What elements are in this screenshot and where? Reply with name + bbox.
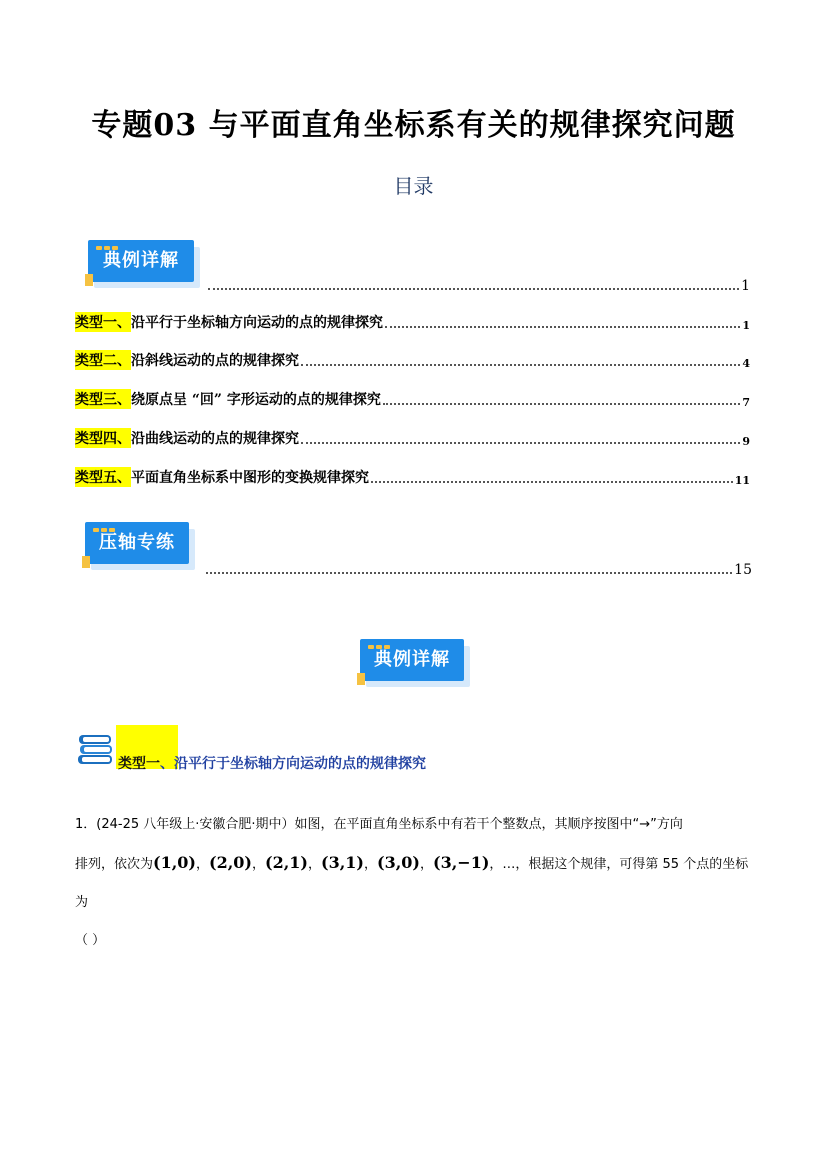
page-title: 专题03 与平面直角坐标系有关的规律探究问题 [91,108,736,143]
section-title [118,753,426,773]
toc-item-text: 沿曲线运动的点的规律探究 [131,431,299,447]
toc-item-label: 类型一、 [75,312,131,332]
banner-dots-icon [93,517,119,523]
toc-line-examples[interactable] [206,276,750,294]
toc-page: 9 [742,435,750,448]
banner-corner-icon [357,673,365,685]
problem-line2-post: ，…，根据这个规律，可得第 55 个点的坐标为 [75,857,749,910]
examples-banner-toc[interactable] [88,240,194,282]
problem-1 [75,806,755,960]
toc-heading: 目录 [393,174,434,198]
banner-corner-icon [82,556,90,568]
toc-page: 4 [742,357,750,370]
toc-item-text: 绕原点呈 “回” 字形运动的点的规律探究 [131,392,381,408]
toc-item-label: 类型四、 [75,428,131,448]
problem-lead: 1．(24-25 八年级上·安徽合肥·期中）如图，在平面直角坐标系中有若干个整数点，其顺序按图中“→”方向 [75,817,683,832]
section-sep: 、 [160,756,174,772]
toc-page: 1 [741,278,750,294]
examples-banner-label: 典例详解 [360,639,464,681]
section-text: 沿平行于坐标轴方向运动的点的规律探究 [174,756,426,772]
coordinate: (3,−1) [433,853,490,872]
practice-banner-toc[interactable] [85,522,189,564]
toc-leader [301,441,740,444]
banner-dots-icon [96,235,122,241]
toc-item-text: 沿平行于坐标轴方向运动的点的规律探究 [131,315,383,331]
toc-leader [371,480,733,483]
examples-banner-label: 典例详解 [88,240,194,282]
toc-item-text: 沿斜线运动的点的规律探究 [131,353,299,369]
examples-banner-section [360,639,464,681]
coordinate: (2,1) [265,853,308,872]
problem-line2-pre: 排列，依次为 [75,857,154,872]
toc-line-type4[interactable] [75,430,750,448]
coordinate: (1,0) [153,853,196,872]
practice-banner-label: 压轴专练 [85,522,189,564]
separator: ， [420,857,434,872]
separator: ， [252,857,266,872]
banner-dots-icon [368,634,394,640]
answer-blank: （ ） [75,933,106,948]
toc-item-text: 平面直角坐标系中图形的变换规律探究 [131,470,369,486]
separator: ， [364,857,378,872]
banner-corner-icon [85,274,93,286]
coordinate: (3,1) [321,853,364,872]
toc-leader [206,571,732,574]
separator: ， [196,857,210,872]
coordinate: (3,0) [377,853,420,872]
toc-leader [383,402,740,405]
problem-line-2 [75,844,755,922]
books-icon [76,729,116,769]
section-label: 类型一 [118,756,160,772]
section-heading [76,725,496,775]
toc-page: 1 [742,319,750,332]
toc-item-label: 类型二、 [75,350,131,370]
toc-line-type1[interactable] [75,314,750,332]
toc-line-type5[interactable] [75,469,750,487]
toc-line-type2[interactable] [75,352,750,370]
separator: ， [308,857,322,872]
toc-item-label: 类型五、 [75,467,131,487]
toc-line-practice[interactable] [204,560,752,578]
toc-item-label: 类型三、 [75,389,131,409]
toc-page: 11 [734,474,750,487]
toc-page: 7 [742,396,750,409]
coordinate: (2,0) [209,853,252,872]
toc-page: 15 [734,562,752,578]
toc-line-type3[interactable] [75,391,750,409]
toc-leader [385,325,740,328]
toc-leader [301,363,740,366]
toc-leader [208,287,739,290]
